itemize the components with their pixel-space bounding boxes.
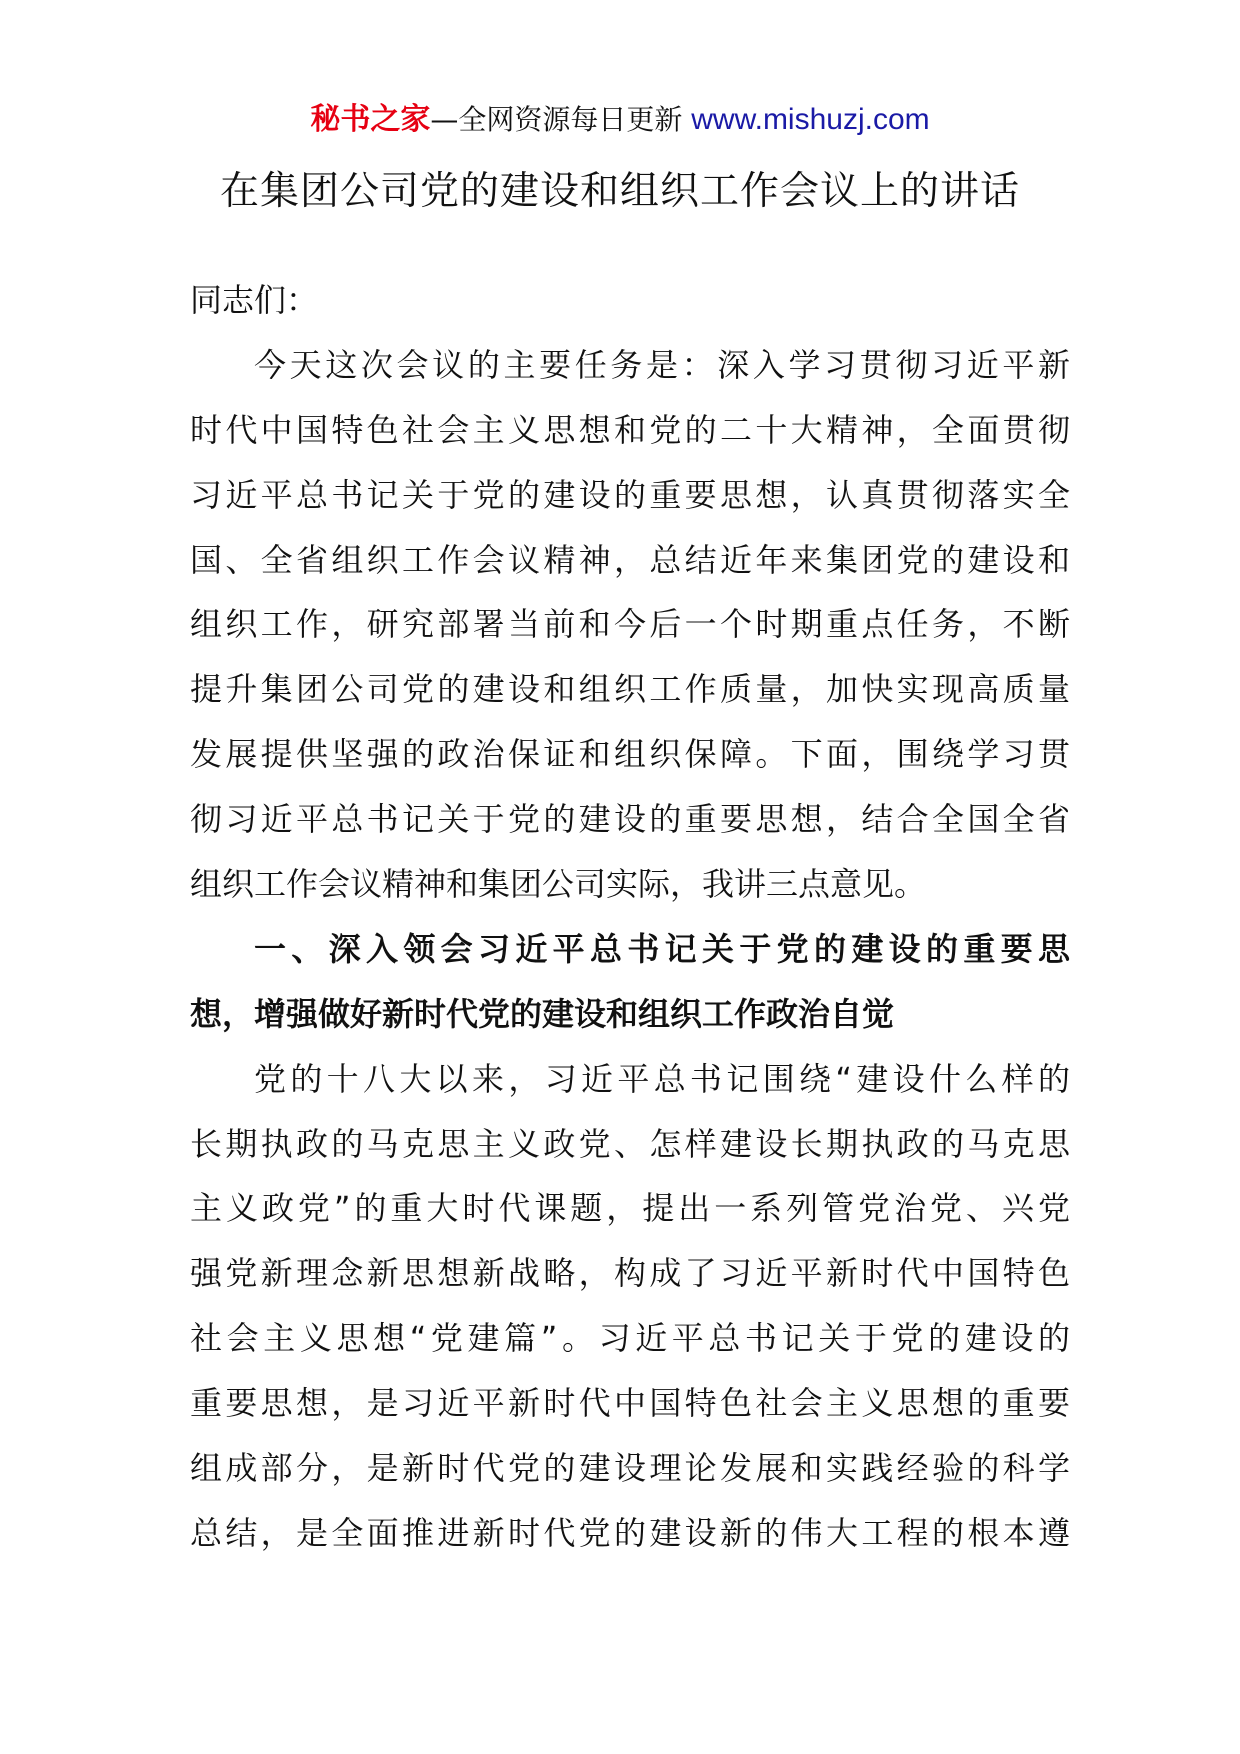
- body-line: 社会主义思想“党建篇”。习近平总书记关于党的建设的: [190, 1319, 1070, 1358]
- body-line: 组织工作会议精神和集团公司实际，我讲三点意见。: [190, 865, 927, 904]
- greeting: 同志们：: [190, 281, 319, 319]
- body-line: 习近平总书记关于党的建设的重要思想，认真贯彻落实全: [190, 475, 1070, 514]
- body-line: 组成部分，是新时代党的建设理论发展和实践经验的科学: [190, 1449, 1070, 1488]
- body-line: 时代中国特色社会主义思想和党的二十大精神，全面贯彻: [190, 410, 1070, 449]
- site-url-link[interactable]: www.mishuzj.com: [691, 103, 930, 136]
- site-header: [0, 100, 1240, 140]
- section-heading-line: 一、深入领会习近平总书记关于党的建设的重要思: [254, 929, 1070, 968]
- body-line: 发展提供坚强的政治保证和组织保障。下面，围绕学习贯: [190, 735, 1070, 774]
- body-line: 彻习近平总书记关于党的建设的重要思想，结合全国全省: [190, 800, 1070, 839]
- body-line: 总结，是全面推进新时代党的建设新的伟大工程的根本遵: [190, 1513, 1070, 1552]
- body-line: 国、全省组织工作会议精神，总结近年来集团党的建设和: [190, 540, 1070, 579]
- site-slogan: —全网资源每日更新: [430, 103, 683, 136]
- body-line: 长期执政的马克思主义政党、怎样建设长期执政的马克思: [190, 1124, 1070, 1163]
- body-line: 重要思想，是习近平新时代中国特色社会主义思想的重要: [190, 1384, 1070, 1423]
- document-title: 在集团公司党的建设和组织工作会议上的讲话: [219, 169, 1020, 214]
- body-line: 党的十八大以来，习近平总书记围绕“建设什么样的: [254, 1059, 1070, 1098]
- body-line: 提升集团公司党的建设和组织工作质量，加快实现高质量: [190, 670, 1070, 709]
- section-heading-line: 想，增强做好新时代党的建设和组织工作政治自觉: [190, 994, 895, 1033]
- body-line: 今天这次会议的主要任务是：深入学习贯彻习近平新: [254, 345, 1070, 384]
- body-line: 组织工作，研究部署当前和今后一个时期重点任务，不断: [190, 605, 1070, 644]
- site-brand: 秘书之家: [310, 102, 431, 137]
- document-body: [190, 268, 1070, 1566]
- body-line: 强党新理念新思想新战略，构成了习近平新时代中国特色: [190, 1254, 1070, 1293]
- body-line: 主义政党”的重大时代课题，提出一系列管党治党、兴党: [190, 1189, 1070, 1228]
